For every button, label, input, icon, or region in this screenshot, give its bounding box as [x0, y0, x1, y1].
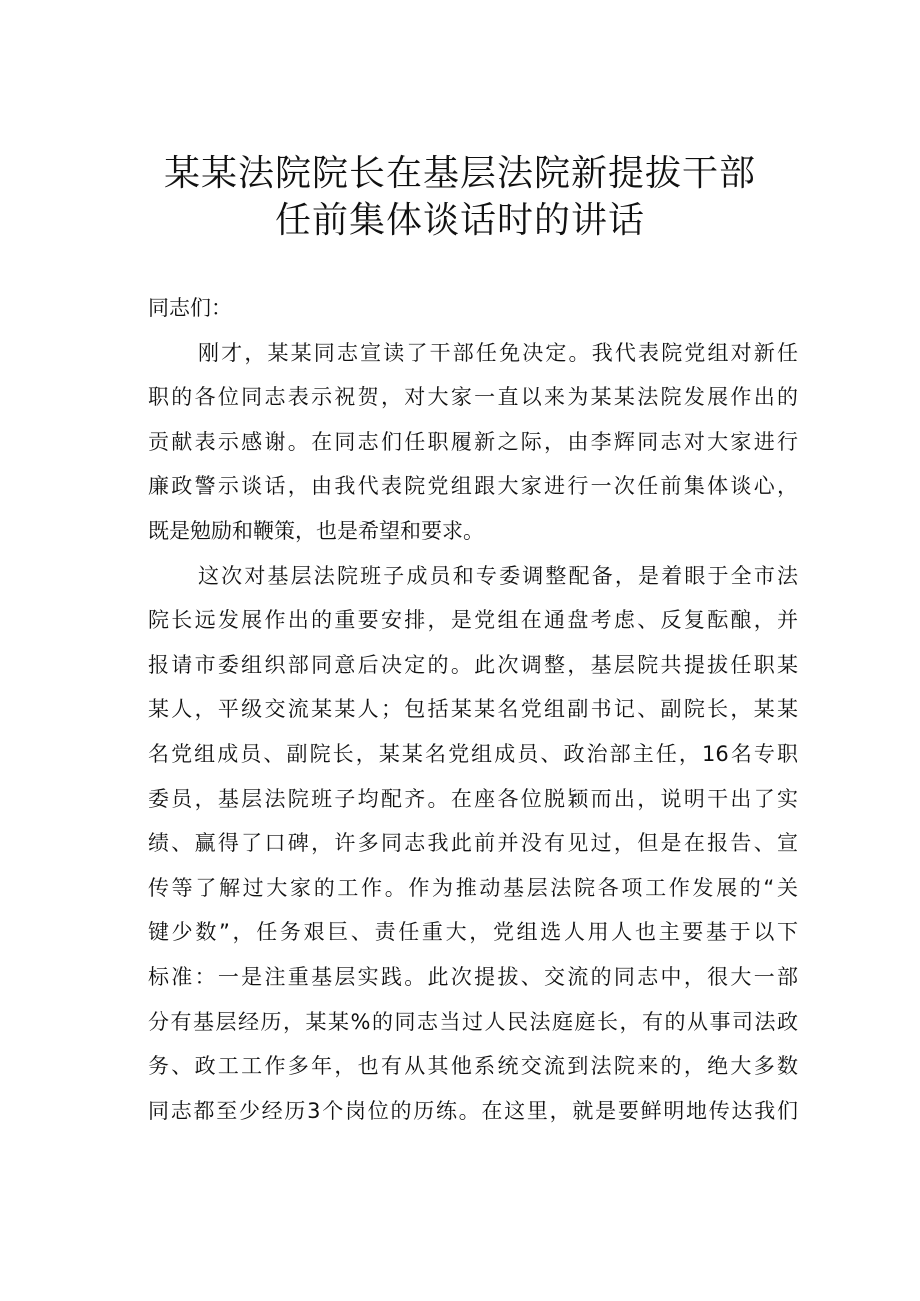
paragraph-line: 某人，平级交流某某人；包括某某名党组副书记、副院长，某某 — [148, 697, 798, 722]
paragraph-line: 同志都至少经历3个岗位的历练。在这里，就是要鲜明地传达我们 — [148, 1098, 798, 1123]
paragraph-line: 务、政工工作多年，也有从其他系统交流到法院来的，绝大多数 — [148, 1054, 798, 1079]
paragraph-line: 绩、赢得了口碑，许多同志我此前并没有见过，但是在报告、宣 — [148, 831, 798, 856]
paragraph-line: 分有基层经历，某某%的同志当过人民法庭庭长，有的从事司法政 — [148, 1009, 798, 1034]
paragraph-line: 刚才，某某同志宣读了干部任免决定。我代表院党组对新任 — [198, 340, 798, 365]
salutation: 同志们： — [148, 296, 232, 320]
paragraph-line: 名党组成员、副院长，某某名党组成员、政治部主任，16名专职 — [148, 741, 798, 766]
paragraph-line: 院长远发展作出的重要安排，是党组在通盘考虑、反复酝酿，并 — [148, 608, 798, 633]
paragraph-line: 这次对基层法院班子成员和专委调整配备，是着眼于全市法 — [198, 563, 798, 588]
document-body — [148, 286, 798, 1133]
document-title — [0, 150, 920, 244]
paragraph-line: 报请市委组织部同意后决定的。此次调整，基层院共提拔任职某 — [148, 652, 798, 677]
paragraph-line: 职的各位同志表示祝贺，对大家一直以来为某某法院发展作出的 — [148, 385, 798, 410]
paragraph-1 — [148, 331, 798, 554]
paragraph-2 — [148, 554, 798, 1134]
paragraph-line: 廉政警示谈话，由我代表院党组跟大家进行一次任前集体谈心， — [148, 474, 798, 499]
paragraph-line: 标准：一是注重基层实践。此次提拔、交流的同志中，很大一部 — [148, 964, 798, 989]
paragraph-line: 键少数”，任务艰巨、责任重大，党组选人用人也主要基于以下 — [148, 920, 798, 945]
title-line-2: 任前集体谈话时的讲话 — [274, 200, 645, 241]
paragraph-line: 贡献表示感谢。在同志们任职履新之际，由李辉同志对大家进行 — [148, 429, 798, 454]
title-line-1: 某某法院院长在基层法院新提拔干部 — [163, 153, 756, 194]
paragraph-line: 传等了解过大家的工作。作为推动基层法院各项工作发展的“关 — [148, 875, 798, 900]
paragraph-line: 委员，基层法院班子均配齐。在座各位脱颖而出，说明干出了实 — [148, 786, 798, 811]
paragraph-line: 既是勉励和鞭策，也是希望和要求。 — [148, 518, 484, 543]
